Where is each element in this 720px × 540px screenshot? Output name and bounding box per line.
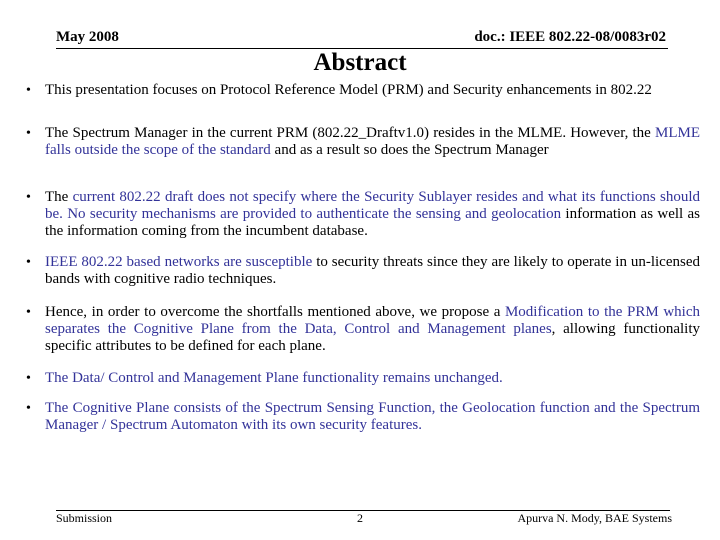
bullet-item xyxy=(26,304,700,356)
bullet-item xyxy=(26,254,700,288)
slide-title-text: Abstract xyxy=(313,49,407,76)
bullet-item xyxy=(26,125,700,159)
highlighted-text: The Cognitive Plane consists of the Spectrum Sensing Function, the Geolocation function and the Spectrum Manager / Spectrum Automaton with its own security features. xyxy=(45,400,700,434)
highlighted-text: IEEE 802.22 based networks are susceptible xyxy=(45,254,313,270)
text-run: to security threats since they are likely to operate in un-licensed bands with cognitive radio techniques. xyxy=(45,254,700,288)
bullet-text xyxy=(45,400,700,434)
highlighted-text: Modification to the PRM which separates the Cognitive Plane from the Data, Control and Management planes xyxy=(45,304,700,338)
footer-submission: Submission xyxy=(56,511,113,525)
bullet-text xyxy=(45,254,700,288)
text-run: information as well as the information coming from the incumbent database. xyxy=(45,206,700,240)
footer-page-number: 2 xyxy=(357,511,363,525)
bullet-item xyxy=(26,82,700,99)
text-run: The Spectrum Manager in the current PRM (802.22_Draftv1.0) resides in the MLME. However, the xyxy=(45,125,655,141)
bullet-item xyxy=(26,400,700,434)
highlighted-text: The Data/ Control and Management Plane functionality remains unchanged. xyxy=(45,370,503,386)
slide-title xyxy=(0,49,720,77)
bullet-dot: • xyxy=(26,305,31,320)
bullet-item xyxy=(26,189,700,241)
bullet-item xyxy=(26,370,700,387)
text-run: This presentation focuses on Protocol Reference Model (PRM) and Security enhancements in 802.22 xyxy=(45,82,652,98)
text-run: Hence, in order to overcome the shortfalls mentioned above, we propose a xyxy=(45,304,505,320)
bullet-text xyxy=(45,82,700,99)
bullet-dot: • xyxy=(26,401,31,416)
header-doc-id: doc.: IEEE 802.22-08/0083r02 xyxy=(474,29,666,45)
bullet-text xyxy=(45,125,700,159)
text-run: , allowing functionality specific attributes to be defined for each plane. xyxy=(45,321,701,355)
bullet-dot: • xyxy=(26,126,31,141)
bullet-text xyxy=(45,304,700,356)
bullet-dot: • xyxy=(26,371,31,386)
highlighted-text: current 802.22 draft does not specify where the Security Sublayer resides and what its functions should be. No security mechanisms are provided to authenticate the sensing and geolocation xyxy=(45,189,701,223)
text-run: The xyxy=(45,189,73,205)
header-date: May 2008 xyxy=(56,29,119,45)
bullet-dot: • xyxy=(26,190,31,205)
bullet-dot: • xyxy=(26,255,31,270)
bullet-text xyxy=(45,189,700,241)
bullet-dot: • xyxy=(26,83,31,98)
footer-author: Apurva N. Mody, BAE Systems xyxy=(517,511,672,525)
text-run: and as a result so does the Spectrum Manager xyxy=(270,142,549,159)
highlighted-text: MLME falls outside the scope of the standard xyxy=(45,125,700,159)
bullet-text xyxy=(45,370,700,387)
